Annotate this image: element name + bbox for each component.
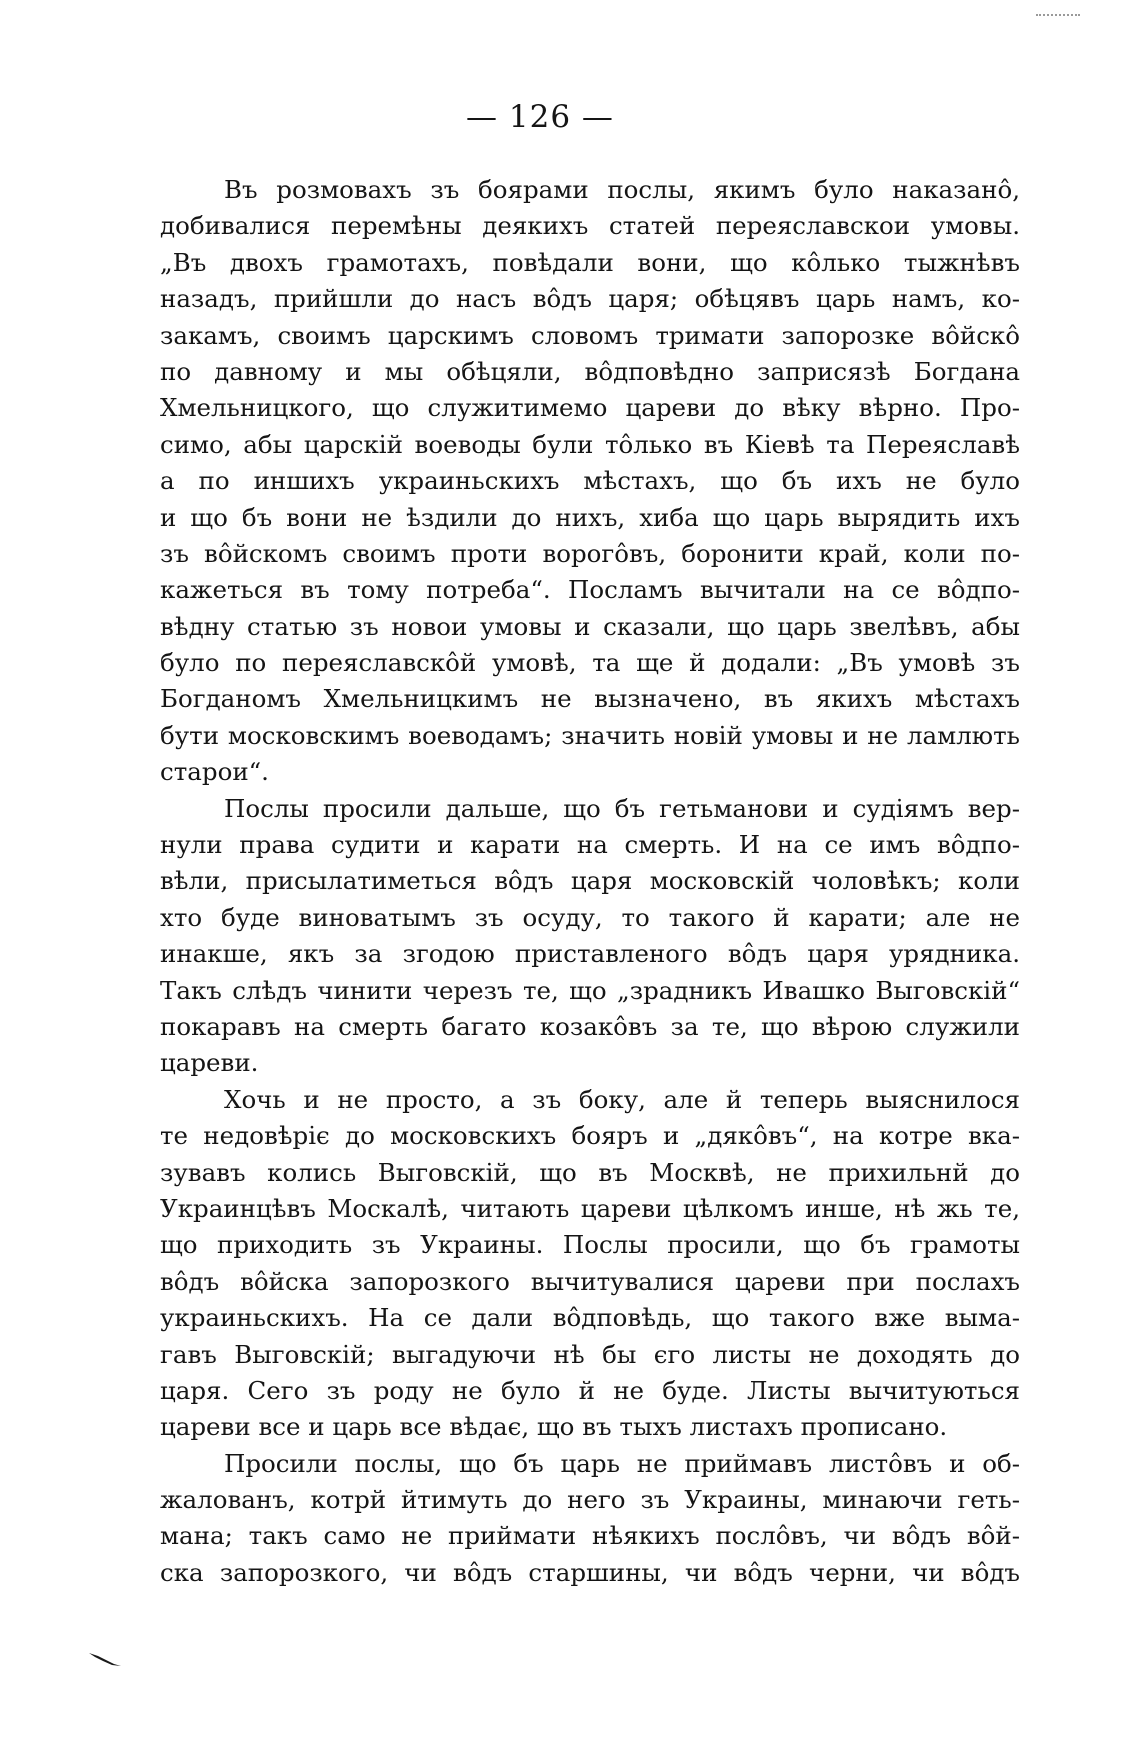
paragraph-3 — [160, 1082, 1020, 1446]
text-line: Такъ слѣдъ чинити черезъ те, що „зрадникъ Ивашко Выговскій“ — [160, 975, 1020, 1005]
text-line: Просили послы, що бъ царь не приймавъ листôвъ и об- — [224, 1448, 1020, 1478]
text-line: Украинцѣвъ Москалѣ, читають цареви цѣлкомъ инше, нѣ жь те, — [160, 1193, 1020, 1223]
text-line: симо, абы царскій воеводы були тôлько въ Кіевѣ та Переяславѣ — [160, 429, 1020, 459]
text-line: Послы просили дальше, що бъ гетьманови и судіямъ вер- — [224, 793, 1020, 823]
text-line: гавъ Выговскій; выгадуючи нѣ бы єго листы не доходять до — [160, 1339, 1020, 1369]
text-line: те недовѣріє до московскихъ бояръ и „дякôвъ“, на котре вка- — [160, 1121, 1020, 1151]
text-line: мана; такъ само не приймати нѣякихъ послôвъ, чи вôдъ вôй- — [160, 1521, 1020, 1551]
text-line: що приходить зъ Украины. Послы просили, що бъ грамоты — [160, 1230, 1020, 1260]
text-line: кажеться въ тому потреба“. Посламъ вычитали на се вôдпо- — [160, 575, 1020, 605]
text-line: старои“. — [160, 757, 269, 787]
text-line: и що бъ вони не ѣздили до нихъ, хиба що царь вырядить ихъ — [160, 502, 1020, 532]
scan-smudge-mark — [88, 1651, 122, 1667]
scan-speck-mark — [1036, 14, 1080, 20]
text-line: вѣли, присылатиметься вôдъ царя московскій чоловѣкъ; коли — [160, 866, 1020, 896]
text-line: Въ розмовахъ зъ боярами послы, якимъ було наказанô, — [224, 175, 1020, 204]
text-line: инакше, якъ за згодою приставленого вôдъ царя урядника. — [160, 939, 1020, 969]
text-line: цареви. — [160, 1048, 259, 1078]
text-line: „Въ двохъ грамотахъ, повѣдали вони, що кôлько тыжнѣвъ — [160, 247, 1020, 277]
text-line: вôдъ вôйска запорозкого вычитувалися цареви при послахъ — [160, 1266, 1020, 1296]
paragraph-1 — [160, 172, 1020, 791]
text-line: бути московскимъ воеводамъ; значить новій умовы и не ламлють — [160, 720, 1020, 750]
text-line: було по переяславскôй умовѣ, та ще й додали: „Въ умовѣ зъ — [160, 648, 1020, 678]
text-line: зувавъ колись Выговскій, що въ Москвѣ, не прихильнй до — [160, 1157, 1020, 1187]
text-line: Хмельницкого, що служитимемо цареви до вѣку вѣрно. Про- — [160, 393, 1020, 423]
text-line: царя. Сего зъ роду не було й не буде. Листы вычитуються — [160, 1375, 1020, 1405]
text-line: нули права судити и карати на смерть. И на се имъ вôдпо- — [160, 830, 1020, 860]
text-line: ска запорозкого, чи вôдъ старшины, чи вôдъ черни, чи вôдъ — [160, 1557, 1020, 1587]
text-line: вѣдну статью зъ новои умовы и сказали, що царь звелѣвъ, абы — [160, 611, 1020, 641]
text-line: хто буде виноватымъ зъ осуду, то такого й карати; але не — [160, 902, 1020, 932]
text-line: а по иншихъ украиньскихъ мѣстахъ, що бъ ихъ не було — [160, 466, 1020, 496]
text-line: по давному и мы обѣцяли, вôдповѣдно заприсязѣ Богдана — [160, 356, 1020, 386]
paragraph-2 — [160, 791, 1020, 1082]
text-line: назадъ, прийшли до насъ вôдъ царя; обѣцявъ царь намъ, ко- — [160, 284, 1020, 314]
text-line: добивалися перемѣны деякихъ статей переяславскои умовы. — [160, 211, 1020, 241]
page-number: — 126 — — [466, 99, 614, 135]
text-line: Богданомъ Хмельницкимъ не вызначено, въ якихъ мѣстахъ — [160, 684, 1020, 714]
text-line: зъ вôйскомъ своимъ проти ворогôвъ, боронити край, коли по- — [160, 538, 1020, 568]
body-text — [160, 172, 1020, 1591]
paragraph-4 — [160, 1446, 1020, 1592]
text-line: цареви все и царь все вѣдає, що въ тыхъ листахъ прописано. — [160, 1412, 948, 1442]
text-line: Хочь и не просто, а зъ боку, але й теперь выяснилося — [224, 1084, 1020, 1114]
text-line: закамъ, своимъ царскимъ словомъ тримати запорозке вôйскô — [160, 320, 1020, 350]
text-line: покаравъ на смерть багато козакôвъ за те, що вѣрою служили — [160, 1011, 1020, 1041]
text-line: украиньскихъ. На се дали вôдповѣдь, що такого вже вымa- — [160, 1303, 1020, 1333]
text-line: жалованъ, котрй йтимуть до него зъ Украины, минаючи геть- — [160, 1485, 1020, 1515]
